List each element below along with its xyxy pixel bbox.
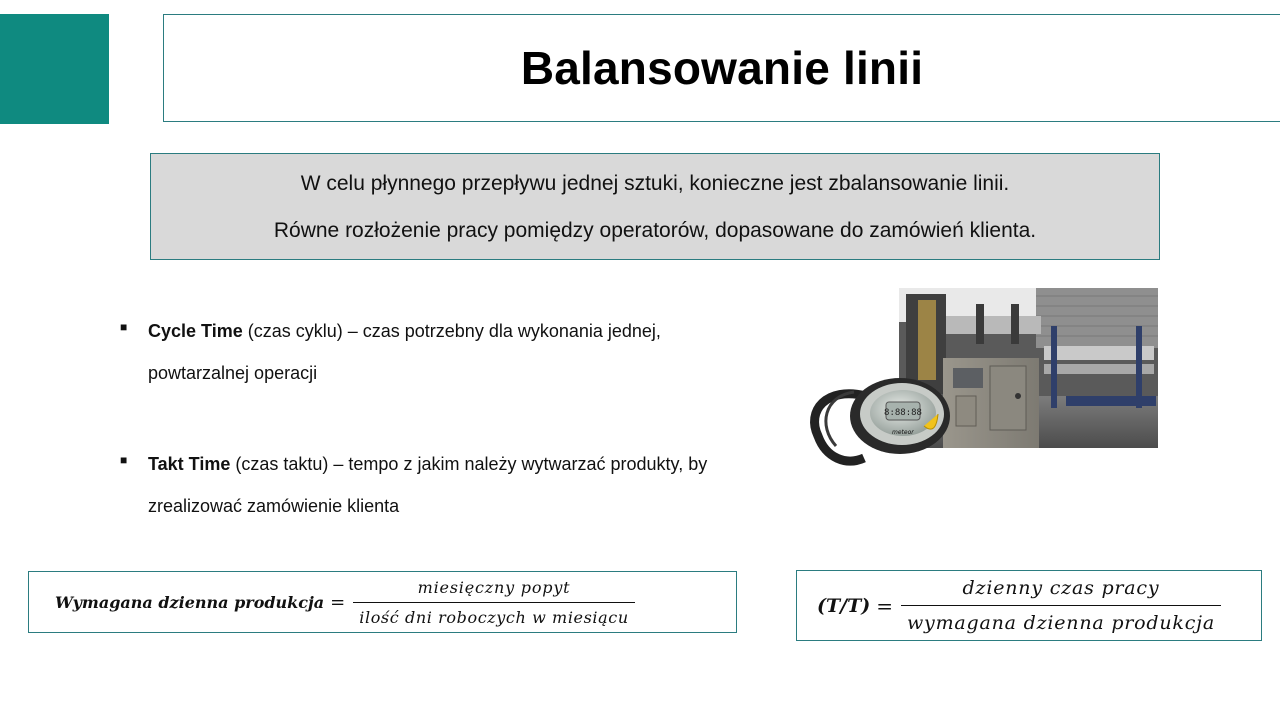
formula-daily-production — [28, 571, 737, 633]
stopwatch-machine-image — [806, 286, 1158, 470]
bullet-term: Takt Time — [148, 454, 231, 474]
intro-line-1: W celu płynnego przepływu jednej sztuki, konieczne jest zbalansowanie linii. — [300, 172, 1010, 195]
bullet-text: (czas taktu) – tempo z jakim należy wytwarzać produkty, by zrealizować zamówienie klienta — [148, 454, 708, 516]
formula-takt-time — [796, 570, 1262, 641]
square-bullet-icon: ■ — [120, 453, 128, 467]
title-box — [163, 14, 1280, 122]
denominator: ilość dni roboczych w miesiącu — [359, 607, 629, 627]
definition-list — [118, 310, 738, 527]
stopwatch-brand-label: meteor — [892, 429, 914, 436]
formula-lhs: Wymagana dzienna produkcja — [55, 592, 325, 612]
fraction — [901, 577, 1221, 634]
denominator: wymagana dzienna produkcja — [906, 612, 1215, 634]
equals-sign: = — [876, 593, 893, 618]
bullet-takt-time — [118, 443, 738, 527]
production-line-photo — [806, 286, 1158, 470]
intro-line-2: Równe rozłożenie pracy pomiędzy operatorów, dopasowane do zamówień klienta. — [273, 219, 1037, 242]
formula-lhs: (T/T) — [817, 594, 871, 617]
page-title: Balansowanie linii — [520, 42, 924, 94]
bullet-text: (czas cyklu) – czas potrzebny dla wykonania jednej, powtarzalnej operacji — [148, 321, 661, 383]
bullet-cycle-time — [118, 310, 738, 394]
numerator: dzienny czas pracy — [962, 577, 1160, 599]
fraction — [353, 578, 634, 627]
accent-block — [0, 14, 109, 124]
intro-box — [150, 153, 1160, 260]
square-bullet-icon: ■ — [120, 320, 128, 334]
bullet-term: Cycle Time — [148, 321, 243, 341]
numerator: miesięczny popyt — [417, 577, 571, 597]
equals-sign: = — [330, 591, 346, 613]
svg-text:8:88:88: 8:88:88 — [884, 408, 922, 418]
